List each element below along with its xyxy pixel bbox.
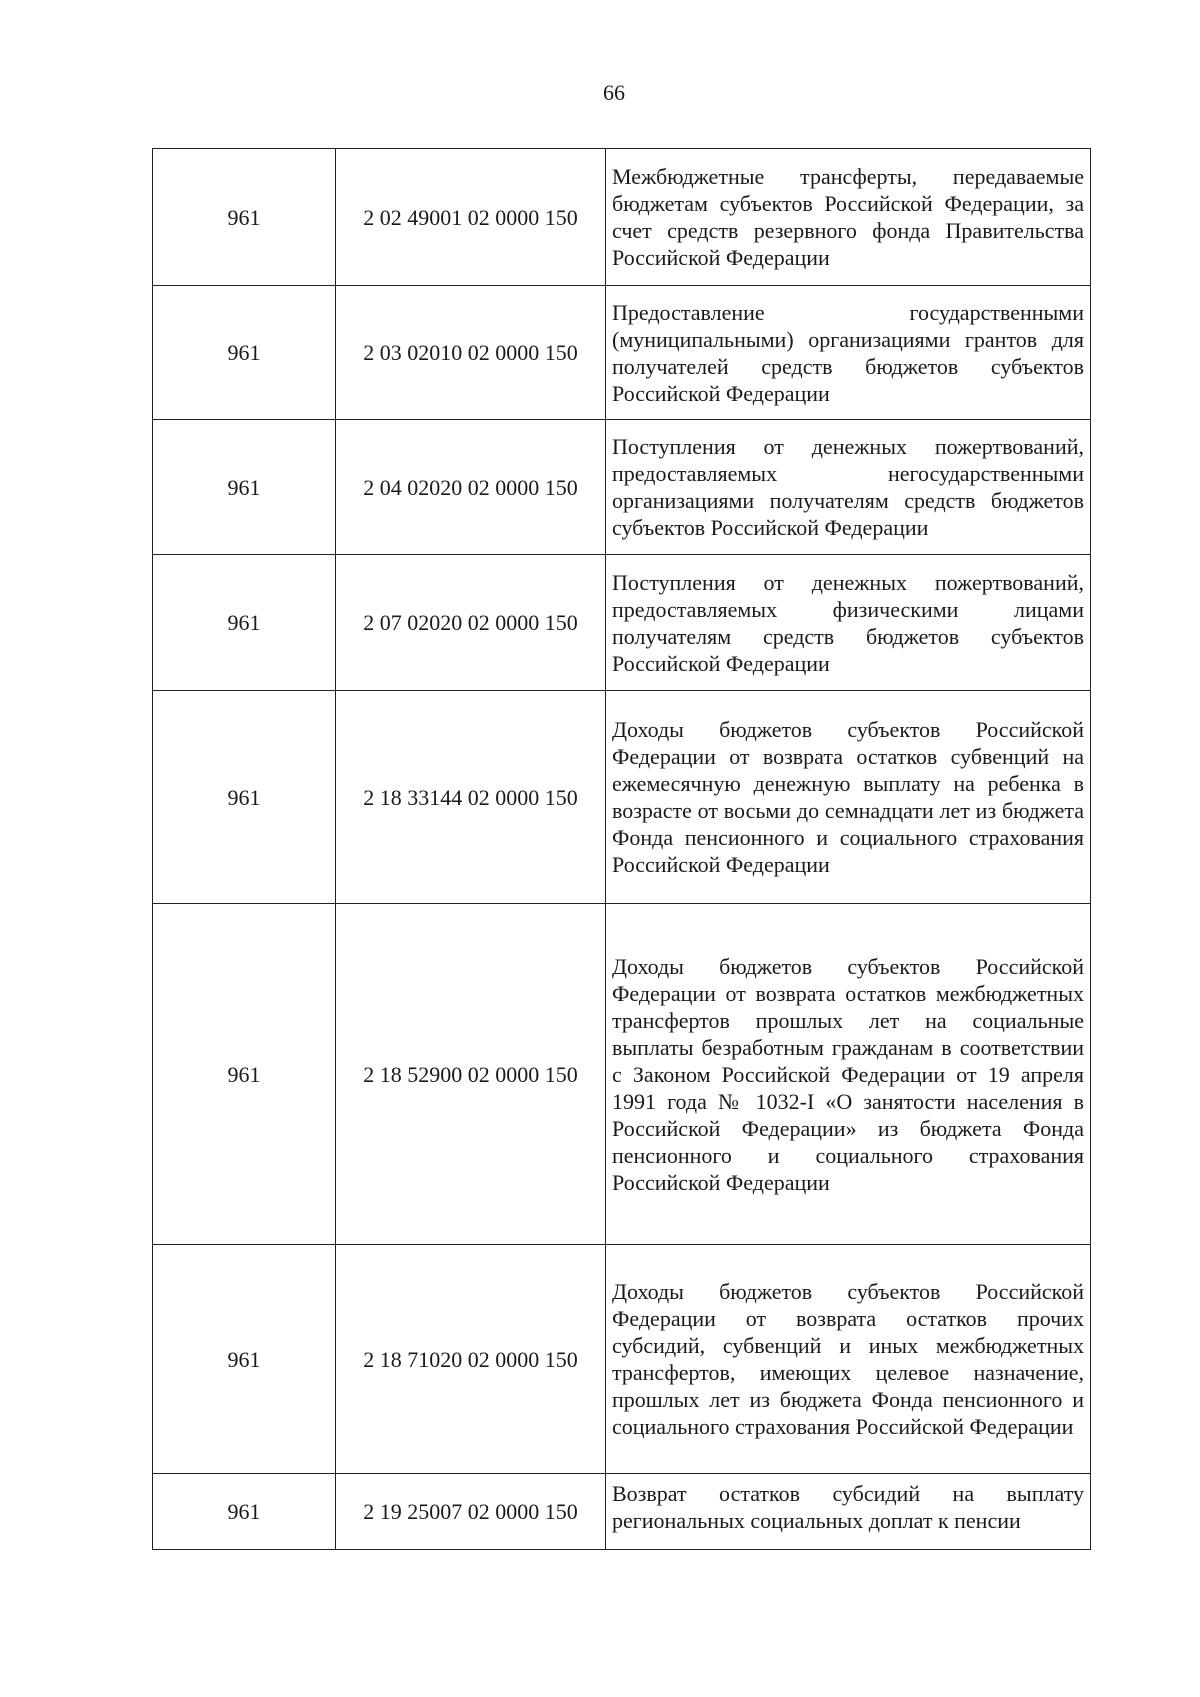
description-cell: Предоставление государственными (муниципальными) организациями грантов для получателей средств бюджетов субъектов Российской Федерации <box>606 286 1091 420</box>
table-row <box>153 1245 1091 1474</box>
table-row <box>153 1474 1091 1550</box>
admin-code-cell: 961 <box>153 420 336 555</box>
income-code-cell: 2 03 02010 02 0000 150 <box>336 286 606 420</box>
description-cell: Возврат остатков субсидий на выплату региональных социальных доплат к пенсии <box>606 1474 1091 1550</box>
admin-code-cell: 961 <box>153 1245 336 1474</box>
description-cell: Доходы бюджетов субъектов Российской Федерации от возврата остатков межбюджетных трансфертов прошлых лет на социальные выплаты безработным гражданам в соответствии с Законом Российской Федерации от 19 апреля 1991 года № 1032-I «О занятости населения в Российской Федерации» из бюджета Фонда пенсионного и социального страхования Российской Федерации <box>606 904 1091 1245</box>
admin-code-cell: 961 <box>153 149 336 286</box>
admin-code-cell: 961 <box>153 555 336 691</box>
income-code-cell: 2 04 02020 02 0000 150 <box>336 420 606 555</box>
admin-code-cell: 961 <box>153 1474 336 1550</box>
income-code-cell: 2 18 71020 02 0000 150 <box>336 1245 606 1474</box>
table-row <box>153 904 1091 1245</box>
table-row <box>153 691 1091 904</box>
admin-code-cell: 961 <box>153 691 336 904</box>
description-cell: Доходы бюджетов субъектов Российской Федерации от возврата остатков прочих субсидий, субвенций и иных межбюджетных трансфертов, имеющих целевое назначение, прошлых лет из бюджета Фонда пенсионного и социального страхования Российской Федерации <box>606 1245 1091 1474</box>
description-cell: Доходы бюджетов субъектов Российской Федерации от возврата остатков субвенций на ежемесячную денежную выплату на ребенка в возрасте от восьми до семнадцати лет из бюджета Фонда пенсионного и социального страхования Российской Федерации <box>606 691 1091 904</box>
budget-income-table <box>152 148 1091 1550</box>
income-code-cell: 2 19 25007 02 0000 150 <box>336 1474 606 1550</box>
table-row <box>153 420 1091 555</box>
income-code-cell: 2 18 33144 02 0000 150 <box>336 691 606 904</box>
income-code-cell: 2 07 02020 02 0000 150 <box>336 555 606 691</box>
table-row <box>153 555 1091 691</box>
page-number: 66 <box>603 80 625 105</box>
table-row <box>153 286 1091 420</box>
income-code-cell: 2 02 49001 02 0000 150 <box>336 149 606 286</box>
description-cell: Поступления от денежных пожертвований, предоставляемых физическими лицами получателям средств бюджетов субъектов Российской Федерации <box>606 555 1091 691</box>
admin-code-cell: 961 <box>153 286 336 420</box>
description-cell: Межбюджетные трансферты, передаваемые бюджетам субъектов Российской Федерации, за счет средств резервного фонда Правительства Российской Федерации <box>606 149 1091 286</box>
table-row <box>153 149 1091 286</box>
admin-code-cell: 961 <box>153 904 336 1245</box>
income-code-cell: 2 18 52900 02 0000 150 <box>336 904 606 1245</box>
description-cell: Поступления от денежных пожертвований, предоставляемых негосударственными организациями получателям средств бюджетов субъектов Российской Федерации <box>606 420 1091 555</box>
